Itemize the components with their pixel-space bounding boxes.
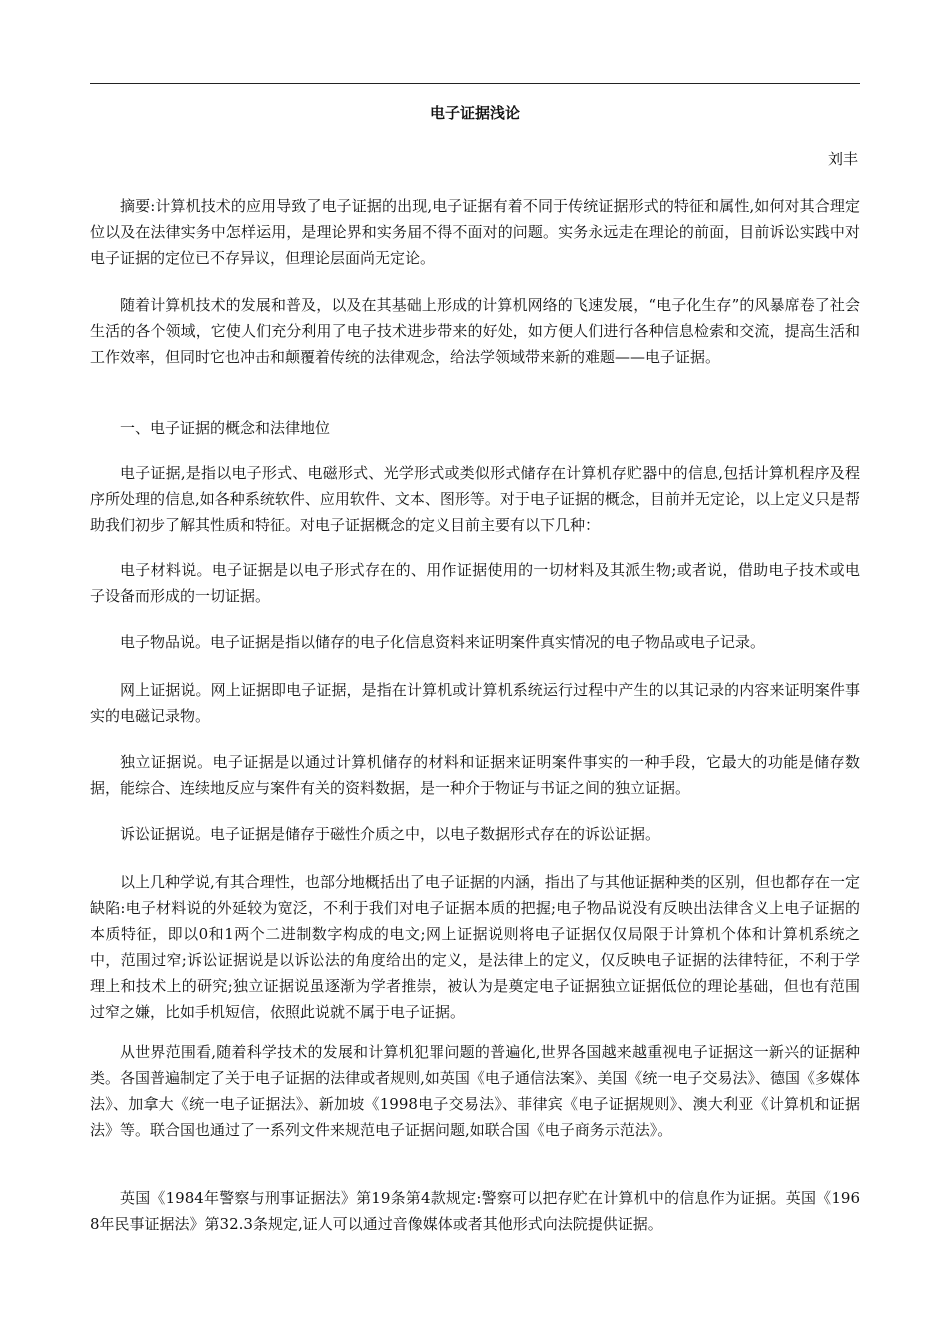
document-title: 电子证据浅论 <box>429 104 520 122</box>
theory-paragraph: 诉讼证据说。电子证据是储存于磁性介质之中，以电子数据形式存在的诉讼证据。 <box>120 825 661 843</box>
theory-paragraph: 网上证据说。网上证据即电子证据，是指在计算机或计算机系统运行过程中产生的以其记录的内容来证明案件事实的电磁记录物。 <box>90 681 860 725</box>
theory-paragraph: 电子物品说。电子证据是指以储存的电子化信息资料来证明案件真实情况的电子物品或电子记录。 <box>120 633 766 651</box>
analysis-paragraph: 以上几种学说,有其合理性，也部分地概括出了电子证据的内涵，指出了与其他证据种类的区别，但也都存在一定缺陷:电子材料说的外延较为宽泛，不利于我们对电子证据本质的把握;电子物品说没有反映出法律含义上电子证据的本质特征，即以0和1两个二进制数字构成的电文;网上证据说则将电子证据仅仅局限于计算机个体和计算机系统之中，范围过窄;诉讼证据说是以诉讼法的角度给出的定义，是法律上的定义，仅反映电子证据的法律特征，不利于学理上和技术上的研究;独立证据说虽逐渐为学者推崇，被认为是奠定电子证据独立证据低位的理论基础，但也有范围过窄之嫌，比如手机短信，依照此说就不属于电子证据。 <box>90 873 860 1021</box>
author-name: 刘丰 <box>827 150 858 168</box>
header-rule <box>90 83 860 84</box>
world-law-paragraph: 从世界范围看,随着科学技术的发展和计算机犯罪问题的普遍化,世界各国越来越重视电子证据这一新兴的证据种类。各国普遍制定了关于电子证据的法律或者规则,如英国《电子通信法案》、美国《统一电子交易法》、德国《多媒体法》、加拿大《统一电子证据法》、新加坡《1998电子交易法》、菲律宾《电子证据规则》、澳大利亚《计算机和证据法》等。联合国也通过了一系列文件来规范电子证据问题,如联合国《电子商务示范法》。 <box>90 1043 860 1139</box>
section-heading: 一、电子证据的概念和法律地位 <box>120 419 331 437</box>
uk-law-paragraph: 英国《1984年警察与刑事证据法》第19条第4款规定:警察可以把存贮在计算机中的信息作为证据。英国《1968年民事证据法》第32.3条规定,证人可以通过音像媒体或者其他形式向法院提供证据。 <box>90 1189 860 1233</box>
abstract-paragraph: 摘要:计算机技术的应用导致了电子证据的出现,电子证据有着不同于传统证据形式的特征和属性,如何对其合理定位以及在法律实务中怎样运用，是理论界和实务届不得不面对的问题。实务永远走在理论的前面，目前诉讼实践中对电子证据的定位已不存异议，但理论层面尚无定论。 <box>90 197 860 267</box>
theory-paragraph: 独立证据说。电子证据是以通过计算机储存的材料和证据来证明案件事实的一种手段，它最大的功能是储存数据，能综合、连续地反应与案件有关的资料数据，是一种介于物证与书证之间的独立证据。 <box>90 753 860 797</box>
definition-paragraph: 电子证据,是指以电子形式、电磁形式、光学形式或类似形式储存在计算机存贮器中的信息,包括计算机程序及程序所处理的信息,如各种系统软件、应用软件、文本、图形等。对于电子证据的概念，目前并无定论，以上定义只是帮助我们初步了解其性质和特征。对电子证据概念的定义目前主要有以下几种： <box>90 464 860 534</box>
theory-paragraph: 电子材料说。电子证据是以电子形式存在的、用作证据使用的一切材料及其派生物;或者说，借助电子技术或电子设备而形成的一切证据。 <box>90 561 860 605</box>
intro-paragraph: 随着计算机技术的发展和普及，以及在其基础上形成的计算机网络的飞速发展，“电子化生存”的风暴席卷了社会生活的各个领域，它使人们充分利用了电子技术进步带来的好处，如方便人们进行各种信息检索和交流，提高生活和工作效率，但同时它也冲击和颠覆着传统的法律观念，给法学领域带来新的难题——电子证据。 <box>90 296 860 366</box>
